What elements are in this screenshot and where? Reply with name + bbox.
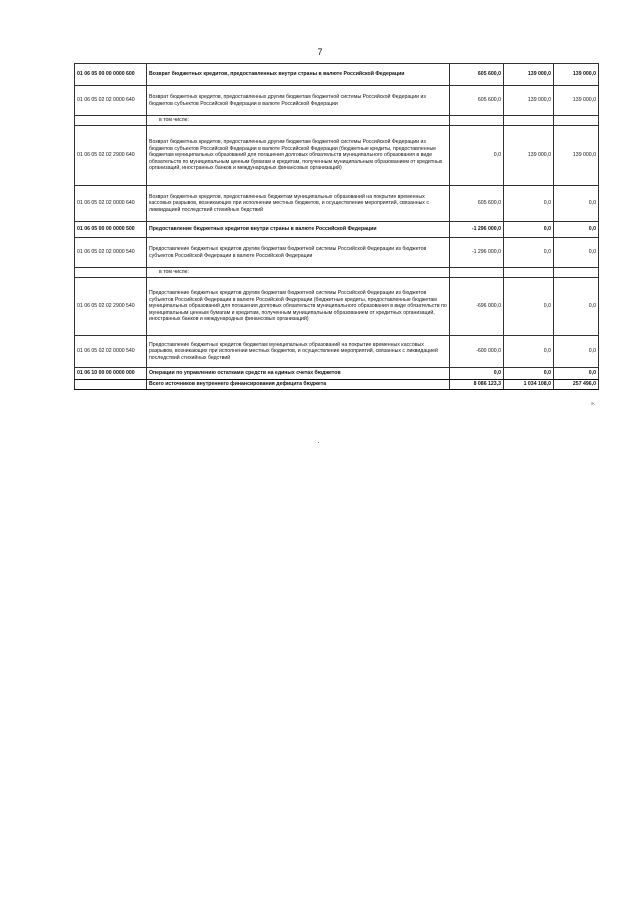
row-value-2: 0,0 (504, 336, 554, 368)
closing-quote-mark: ». (591, 401, 596, 407)
row-description: Предоставление бюджетных кредитов внутри страны в валюте Российской Федерации (147, 222, 450, 238)
row-description: Всего источников внутреннего финансирования дефицита бюджета (147, 380, 450, 390)
row-value-1 (450, 116, 504, 126)
row-value-3: 139 000,0 (554, 64, 599, 86)
row-value-2: 0,0 (504, 278, 554, 336)
row-code (75, 380, 147, 390)
row-value-1: -600 000,0 (450, 336, 504, 368)
row-description: Возврат бюджетных кредитов, предоставленных другим бюджетам бюджетной системы Российской Федерации из бюджетов субъектов Российской Федерации в валюте Российской Федерации (бюджетные кредиты, предоставленные бюджетам муниципальных образований для погашения долговых обязательств муниципального образования в виде обязательств по муниципальным ценным бумагам и кредитам, полученным муниципальным образованием от кредитных организаций, иностранных банков и международных финансовых организаций) (147, 126, 450, 186)
row-value-3: 257 496,0 (554, 380, 599, 390)
row-value-3: 0,0 (554, 186, 599, 222)
budget-sources-table (74, 63, 599, 390)
row-value-1: -1 296 000,0 (450, 222, 504, 238)
row-value-1: 8 086 123,3 (450, 380, 504, 390)
table-row (75, 86, 599, 116)
table-row (75, 116, 599, 126)
row-code: 01 06 05 02 02 2900 640 (75, 126, 147, 186)
row-code: 01 06 05 02 02 0000 540 (75, 238, 147, 268)
row-code: 01 06 05 00 00 0000 500 (75, 222, 147, 238)
row-value-1: 0,0 (450, 368, 504, 380)
row-description: в том числе: (147, 116, 450, 126)
row-value-1: 605 600,0 (450, 86, 504, 116)
row-description: в том числе: (147, 268, 450, 278)
row-value-2: 0,0 (504, 186, 554, 222)
scan-speck (318, 442, 319, 443)
row-code (75, 268, 147, 278)
row-code: 01 06 05 02 02 0000 640 (75, 186, 147, 222)
row-value-3: 0,0 (554, 238, 599, 268)
row-value-1: 605 600,0 (450, 186, 504, 222)
table-row-total (75, 380, 599, 390)
row-value-3: 0,0 (554, 222, 599, 238)
row-value-3: 0,0 (554, 278, 599, 336)
table-row (75, 268, 599, 278)
row-code: 01 06 10 00 00 0000 000 (75, 368, 147, 380)
row-code: 01 06 05 02 02 2900 540 (75, 278, 147, 336)
row-value-1: 605 600,0 (450, 64, 504, 86)
row-value-3: 0,0 (554, 336, 599, 368)
row-code: 01 06 05 00 00 0000 600 (75, 64, 147, 86)
row-value-2: 0,0 (504, 368, 554, 380)
row-description: Возврат бюджетных кредитов, предоставленных внутри страны в валюте Российской Федерации (147, 64, 450, 86)
row-value-3 (554, 116, 599, 126)
table-row (75, 126, 599, 186)
table-row (75, 186, 599, 222)
row-description: Возврат бюджетных кредитов, предоставленных бюджетам муниципальных образований на покрытие временных кассовых разрывов, возникающих при исполнении местных бюджетов, и осуществление мероприятий, связанных с ликвидацией последствий стихийных бедствий (147, 186, 450, 222)
row-description: Операции по управлению остатками средств на единых счетах бюджетов (147, 368, 450, 380)
table-row (75, 368, 599, 380)
row-description: Предоставление бюджетных кредитов бюджетам муниципальных образований на покрытие временных кассовых разрывов, возникающих при исполнении местных бюджетов, и осуществление мероприятий, связанных с ликвидацией последствий стихийных бедствий (147, 336, 450, 368)
row-value-3: 139 000,0 (554, 126, 599, 186)
row-description: Возврат бюджетных кредитов, предоставленных другим бюджетам бюджетной системы Российской Федерации из бюджетов субъектов Российской Федерации в валюте Российской Федерации (147, 86, 450, 116)
row-code: 01 06 05 02 02 0000 640 (75, 86, 147, 116)
row-code (75, 116, 147, 126)
row-value-2: 139 000,0 (504, 64, 554, 86)
row-value-2: 139 000,0 (504, 86, 554, 116)
table-row (75, 278, 599, 336)
table-row (75, 222, 599, 238)
row-value-1: -696 000,0 (450, 278, 504, 336)
row-value-2: 0,0 (504, 238, 554, 268)
row-value-2 (504, 116, 554, 126)
table-row (75, 64, 599, 86)
row-value-1: -1 296 000,0 (450, 238, 504, 268)
row-value-1: 0,0 (450, 126, 504, 186)
page-number: 7 (317, 47, 323, 57)
row-value-2: 0,0 (504, 222, 554, 238)
table-row (75, 238, 599, 268)
row-value-1 (450, 268, 504, 278)
row-code: 01 06 05 02 02 0000 540 (75, 336, 147, 368)
row-description: Предоставление бюджетных кредитов другим бюджетам бюджетной системы Российской Федерации из бюджетов субъектов Российской Федерации в валюте Российской Федерации (147, 238, 450, 268)
row-value-2: 139 000,0 (504, 126, 554, 186)
row-value-3: 0,0 (554, 368, 599, 380)
row-value-2 (504, 268, 554, 278)
row-value-3: 139 000,0 (554, 86, 599, 116)
row-description: Предоставление бюджетных кредитов другим бюджетам бюджетной системы Российской Федерации из бюджетов субъектов Российской Федерации в валюте Российской Федерации (бюджетные кредиты, предоставленные бюджетам муниципальных образований для погашения долговых обязательств муниципального образования в виде обязательств по муниципальным ценным бумагам и кредитам, полученным муниципальным образованием от кредитных организаций, иностранных банков и международных финансовых организаций) (147, 278, 450, 336)
row-value-3 (554, 268, 599, 278)
table-row (75, 336, 599, 368)
row-value-2: 1 034 108,0 (504, 380, 554, 390)
